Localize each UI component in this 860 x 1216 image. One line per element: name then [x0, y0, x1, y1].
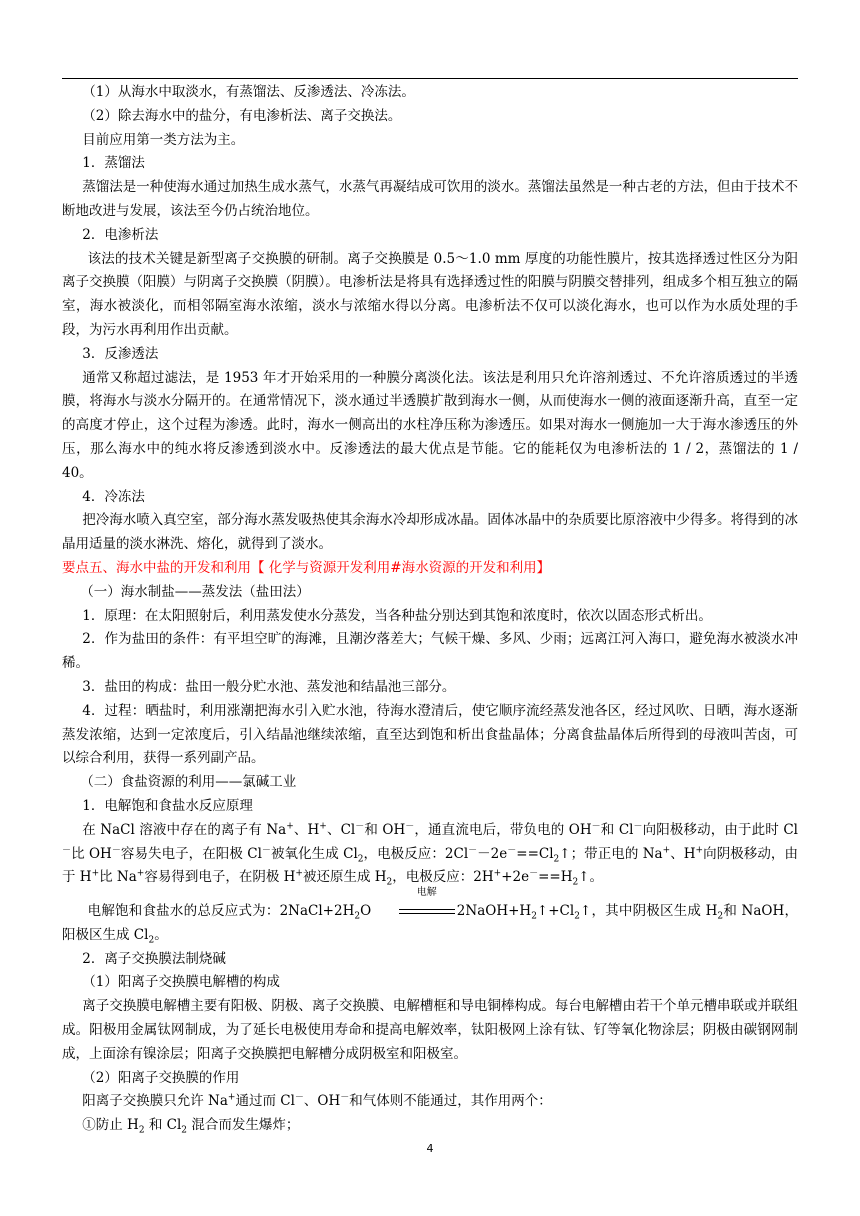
- section-heading: 2．电渗析法: [82, 226, 159, 243]
- paragraph: 把冷海水喷入真空室，部分海水蒸发吸热使其余海水冷却形成冰晶。固体冰晶中的杂质要比原溶液中少得多。将得到的冰晶用适量的淡水淋洗、熔化，就得到了淡水。: [62, 512, 798, 553]
- paragraph: （2）除去海水中的盐分，有电渗析法、离子交换法。: [82, 107, 402, 124]
- section-heading: 1．电解饱和食盐水反应原理: [82, 797, 253, 814]
- subsection-heading: （2）阳离子交换膜的作用: [82, 1069, 240, 1086]
- section-heading: 3．反渗透法: [82, 345, 159, 362]
- paragraph-membrane-role: 阳离子交换膜只允许 Na+通过而 Cl－、OH－和气体则不能通过，其作用两个：: [82, 1092, 552, 1110]
- paragraph: 目前应用第一类方法为主。: [82, 131, 245, 148]
- paragraph: 该法的技术关键是新型离子交换膜的研制。离子交换膜是 0.5～1.0 mm 厚度的功能性膜片，按其选择透过性区分为阳离子交换膜（阳膜）与阴离子交换膜（阴膜）。电渗析法是将具有选择透过性的阳膜与阴膜交替排列，组成多个相互独立的隔室，海水被淡化，而相邻隔室海水浓缩，淡水与浓缩水得以分离。电渗析法不仅可以淡化海水，也可以作为水质处理的手段，为污水再利用作出贡献。: [62, 250, 798, 338]
- list-item: ①防止 $H_2$ 和 $Cl_2$ 混合而发生爆炸；: [82, 1117, 300, 1136]
- paragraph: 通常又称超过滤法，是 1953 年才开始采用的一种膜分离淡化法。该法是利用只允许溶剂透过、不允许溶质透过的半透膜，将海水与淡水分隔开的。在通常情况下，淡水通过半透膜扩散到海水一侧，从而使海水一侧的液面逐渐升高，直至一定的高度才停止，这个过程为渗透。此时，海水一侧高出的水柱净压称为渗透压。如果对海水一侧施加一大于海水渗透压的外压，那么海水中的纯水将反渗透到淡水中。反渗透法的最大优点是节能。它的能耗仅为电渗析法的 1 / 2，蒸馏法的 1 / 40。: [62, 369, 798, 481]
- key-point-heading: 要点五、海水中盐的开发和利用【 化学与资源开发利用#海水资源的开发和利用】: [62, 559, 551, 576]
- section-heading: 1．蒸馏法: [82, 155, 145, 172]
- paragraph-total-reaction: 电解饱和食盐水的总反应式为：$2NaCl+2H_2O$ 电解 $2NaOH+H_2↑+Cl_2↑$，其中阴极区生成 $H_2$和 NaOH，阳极区生成 $Cl_2$。: [62, 887, 798, 946]
- page-number: 4: [426, 1142, 434, 1155]
- document-body: [62, 81, 798, 1138]
- section-heading: 2．离子交换膜法制烧碱: [82, 950, 226, 967]
- paragraph: 离子交换膜电解槽主要有阳极、阴极、离子交换膜、电解槽框和导电铜棒构成。每台电解槽由若干个单元槽串联或并联组成。阳极用金属钛网制成，为了延长电极使用寿命和提高电解效率，钛阳极网上涂有钛、钌等氧化物涂层；阴极由碳钢网制成，上面涂有镍涂层；阳离子交换膜把电解槽分成阴极室和阳极室。: [62, 998, 798, 1062]
- paragraph: 2．作为盐田的条件：有平坦空旷的海滩，且潮汐落差大；气候干燥、多风、少雨；远离江河入海口，避免海水被淡水冲稀。: [62, 631, 798, 672]
- subsection-heading: （二）食盐资源的利用——氯碱工业: [80, 774, 297, 791]
- electrolysis-arrow: 电解: [373, 900, 455, 924]
- paragraph-electrolysis-principle: 在 NaCl 溶液中存在的离子有 Na+、H+、Cl－和 OH－，通直流电后，带负电的 OH－和 Cl－向阳极移动，由于此时 Cl－比 OH－容易失电子，在阳极 Cl－被氧化生成 $Cl_2$，电极反应：$2Cl^--2e^-==Cl_2↑$；带正电的 Na+、H+向阴极移动，由于 H+比 Na+容易得到电子，在阴极 H+被还原生成 $H_2$，电极反应：$2H^++2e^-==H_2↑$。: [62, 821, 798, 888]
- paragraph: 蒸馏法是一种使海水通过加热生成水蒸气，水蒸气再凝结成可饮用的淡水。蒸馏法虽然是一种古老的方法，但由于技术不断地改进与发展，该法至今仍占统治地位。: [62, 179, 798, 219]
- header-rule: [62, 78, 798, 79]
- paragraph: 1．原理：在太阳照射后，利用蒸发使水分蒸发，当各种盐分别达到其饱和浓度时，依次以固态形式析出。: [82, 607, 712, 624]
- paragraph: 4．过程：晒盐时，利用涨潮把海水引入贮水池，待海水澄清后，使它顺序流经蒸发池各区，经过风吹、日晒，海水逐渐蒸发浓缩，达到一定浓度后，引入结晶池继续浓缩，直至达到饱和析出食盐晶体；分离食盐晶体后所得到的母液叫苦卤，可以综合利用，获得一系列副产品。: [62, 702, 798, 767]
- subsection-heading: （1）阳离子交换膜电解槽的构成: [82, 974, 280, 991]
- paragraph: 3．盐田的构成：盐田一般分贮水池、蒸发池和结晶池三部分。: [82, 678, 456, 695]
- subsection-heading: （一）海水制盐——蒸发法（盐田法）: [80, 583, 310, 600]
- section-heading: 4．冷冻法: [82, 488, 145, 505]
- paragraph: （1）从海水中取淡水，有蒸馏法、反渗透法、冷冻法。: [82, 84, 415, 100]
